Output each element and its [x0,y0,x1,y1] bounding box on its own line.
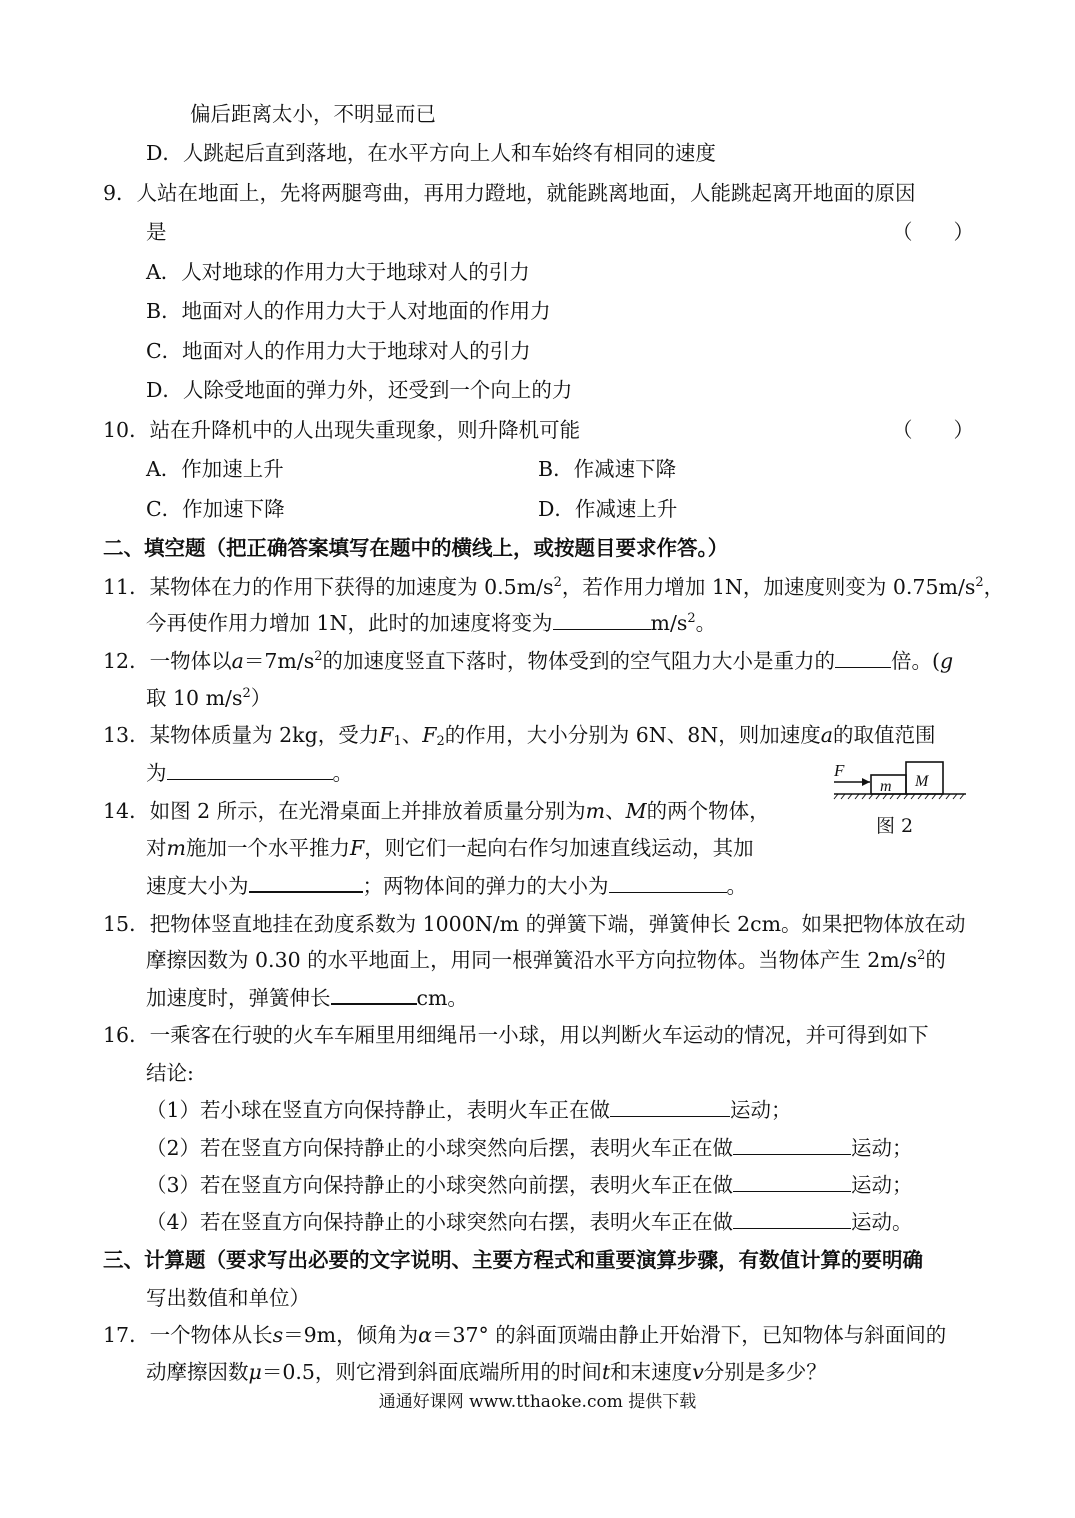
text: 分别是多少？ [703,1360,827,1384]
page-footer: 通通好课网 www.tthaoke.com 提供下载 [378,1392,697,1412]
superscript: 2 [242,686,251,701]
text: ＝7m/s [243,649,315,673]
figure-2 [832,760,972,842]
text: ＝9m，倾角为 [283,1323,419,1347]
answer-blank[interactable] [733,1173,851,1192]
text: 施加一个水平推力 [185,836,350,860]
var-g: g [940,649,954,673]
answer-blank[interactable] [553,611,651,630]
text: 动摩擦因数 [146,1360,249,1384]
text: m/s [650,611,688,635]
question-9-cont: 是 [146,220,167,244]
text: 的 [925,948,946,972]
question-15-cont [146,947,946,973]
question-12-cont [146,685,271,711]
answer-blank[interactable] [249,873,363,893]
text: 。 [332,761,353,785]
text: 12．一物体以 [103,649,232,673]
text: 运动。 [851,1210,913,1234]
answer-paren: （ ） [892,220,974,244]
text: 。 [695,611,717,635]
section-heading-calculation: 三、计算题（要求写出必要的文字说明、主要方程式和重要演算步骤，有数值计算的要明确 [103,1248,923,1272]
text: 运动； [851,1173,913,1197]
answer-blank[interactable] [331,985,417,1005]
question-16: 16．一乘客在行驶的火车车厢里用细绳吊一小球，用以判断火车运动的情况，并可得到如下 [103,1023,929,1047]
label-f: F [834,761,845,780]
text: 摩擦因数为 0.30 的水平地面上，用同一根弹簧沿水平方向拉物体。当物体产生 2m/s [146,948,918,972]
subscript: 1 [393,734,402,749]
question-12 [103,648,953,674]
option-d: D．作减速上升 [538,497,678,521]
text: （4）若在竖直方向保持静止的小球突然向右摆，表明火车正在做 [146,1210,734,1234]
arrowhead [862,778,870,786]
text: 的取值范围 [832,723,936,747]
text: （1）若小球在竖直方向保持静止，表明火车正在做 [146,1098,611,1122]
superscript: 2 [975,575,984,590]
question-10: 10．站在升降机中的人出现失重现象，则升降机可能 [103,418,581,442]
text: ＝37° 的斜面顶端由静止开始滑下，已知物体与斜面间的 [431,1323,947,1347]
sub-question-1 [146,1097,792,1123]
text: ， [983,575,1005,599]
var-a: a [820,723,833,747]
sub-question-3 [146,1172,913,1198]
text: 13．某物体质量为 2kg，受力 [103,723,380,747]
text: 运动； [851,1136,913,1160]
subscript: 2 [436,734,445,749]
option-c: C．作加速下降 [146,497,285,521]
text: 的作用，大小分别为 6N、8N，则加速度 [444,723,821,747]
superscript: 2 [553,575,562,590]
text: 、 [401,723,423,747]
question-16-cont: 结论: [146,1061,194,1085]
superscript: 2 [687,611,696,626]
var-m: m [585,799,606,823]
question-17 [103,1322,946,1348]
answer-paren: （ ） [892,418,974,442]
figure-caption: 图 2 [876,815,914,837]
text-line: 偏后距离太小，不明显而已 [190,102,436,126]
question-11 [103,574,1004,600]
answer-blank[interactable] [167,761,333,780]
option-a: A．人对地球的作用力大于地球对人的引力 [146,260,530,284]
label-m: m [880,778,892,795]
var-big-m: M [625,799,647,823]
text: ） [250,686,272,710]
text: 17．一个物体从长 [103,1323,273,1347]
text: （3）若在竖直方向保持静止的小球突然向前摆，表明火车正在做 [146,1173,734,1197]
superscript: 2 [314,649,323,664]
text: 取 10 m/s [146,686,243,710]
var-mu: μ [248,1360,262,1384]
text: ，则它们一起向右作匀加速直线运动，其加 [364,836,754,860]
text: ，若作用力增加 1N，加速度则变为 0.75m/s [561,575,976,599]
text: 的两个物体， [646,799,770,823]
text: 倍。( [891,649,941,673]
question-15: 15．把物体竖直地挂在劲度系数为 1000N/m 的弹簧下端，弹簧伸长 2cm。如果把物体放在动 [103,912,966,936]
var-m: m [166,836,186,860]
var-f: F [422,723,437,747]
option-b: B．地面对人的作用力大于人对地面的作用力 [146,299,551,323]
question-9: 9．人站在地面上，先将两腿弯曲，再用力蹬地，就能跳离地面，人能跳起离开地面的原因 [103,181,916,205]
text: （2）若在竖直方向保持静止的小球突然向后摆，表明火车正在做 [146,1136,734,1160]
question-14-cont [146,835,754,861]
answer-blank[interactable] [610,1098,730,1117]
question-14-cont [146,873,747,899]
var-alpha: α [418,1323,432,1347]
option-d: D．人跳起后直到落地，在水平方向上人和车始终有相同的速度 [146,141,716,165]
text: 运动； [730,1098,792,1122]
option-c: C．地面对人的作用力大于地球对人的引力 [146,339,531,363]
text: 速度大小为 [146,874,249,898]
question-15-cont [146,985,468,1011]
text: 加速度时，弹簧伸长 [146,986,331,1010]
text: 为 [146,761,167,785]
option-b: B．作减速下降 [538,457,677,481]
var-v: v [692,1360,704,1384]
answer-blank[interactable] [609,874,727,893]
question-11-cont [146,610,716,636]
question-17-cont [146,1359,827,1385]
text: 的加速度竖直下落时，物体受到的空气阻力大小是重力的 [322,649,836,673]
answer-blank[interactable] [835,649,891,668]
text: 和末速度 [610,1360,693,1384]
text: 。 [726,874,747,898]
option-d: D．人除受地面的弹力外，还受到一个向上的力 [146,378,573,402]
superscript: 2 [917,948,926,963]
text: 11．某物体在力的作用下获得的加速度为 0.5m/s [103,575,554,599]
sub-question-2 [146,1135,913,1161]
answer-blank[interactable] [733,1210,851,1229]
label-big-m: M [915,773,929,790]
text: 对 [146,836,167,860]
text: ＝0.5，则它滑到斜面底端所用的时间 [261,1360,602,1384]
text: cm。 [416,986,468,1010]
text: 14．如图 2 所示，在光滑桌面上并排放着质量分别为 [103,799,586,823]
question-13-cont [146,760,353,786]
text: 、 [605,799,626,823]
var-f: F [379,723,394,747]
var-s: s [272,1323,284,1347]
sub-question-4 [146,1209,913,1235]
option-a: A．作加速上升 [146,457,284,481]
text: 今再使作用力增加 1N，此时的加速度将变为 [146,611,553,635]
section-heading-fill-in: 二、填空题（把正确答案填写在题中的横线上，或按题目要求作答。） [103,536,729,560]
var-t: t [601,1360,611,1384]
question-13 [103,722,935,755]
var-f: F [349,836,365,860]
section-heading-cont: 写出数值和单位） [146,1286,310,1310]
question-14 [103,798,770,824]
text: ；两物体间的弹力的大小为 [362,874,609,898]
answer-blank[interactable] [733,1136,851,1155]
var-a: a [231,649,244,673]
